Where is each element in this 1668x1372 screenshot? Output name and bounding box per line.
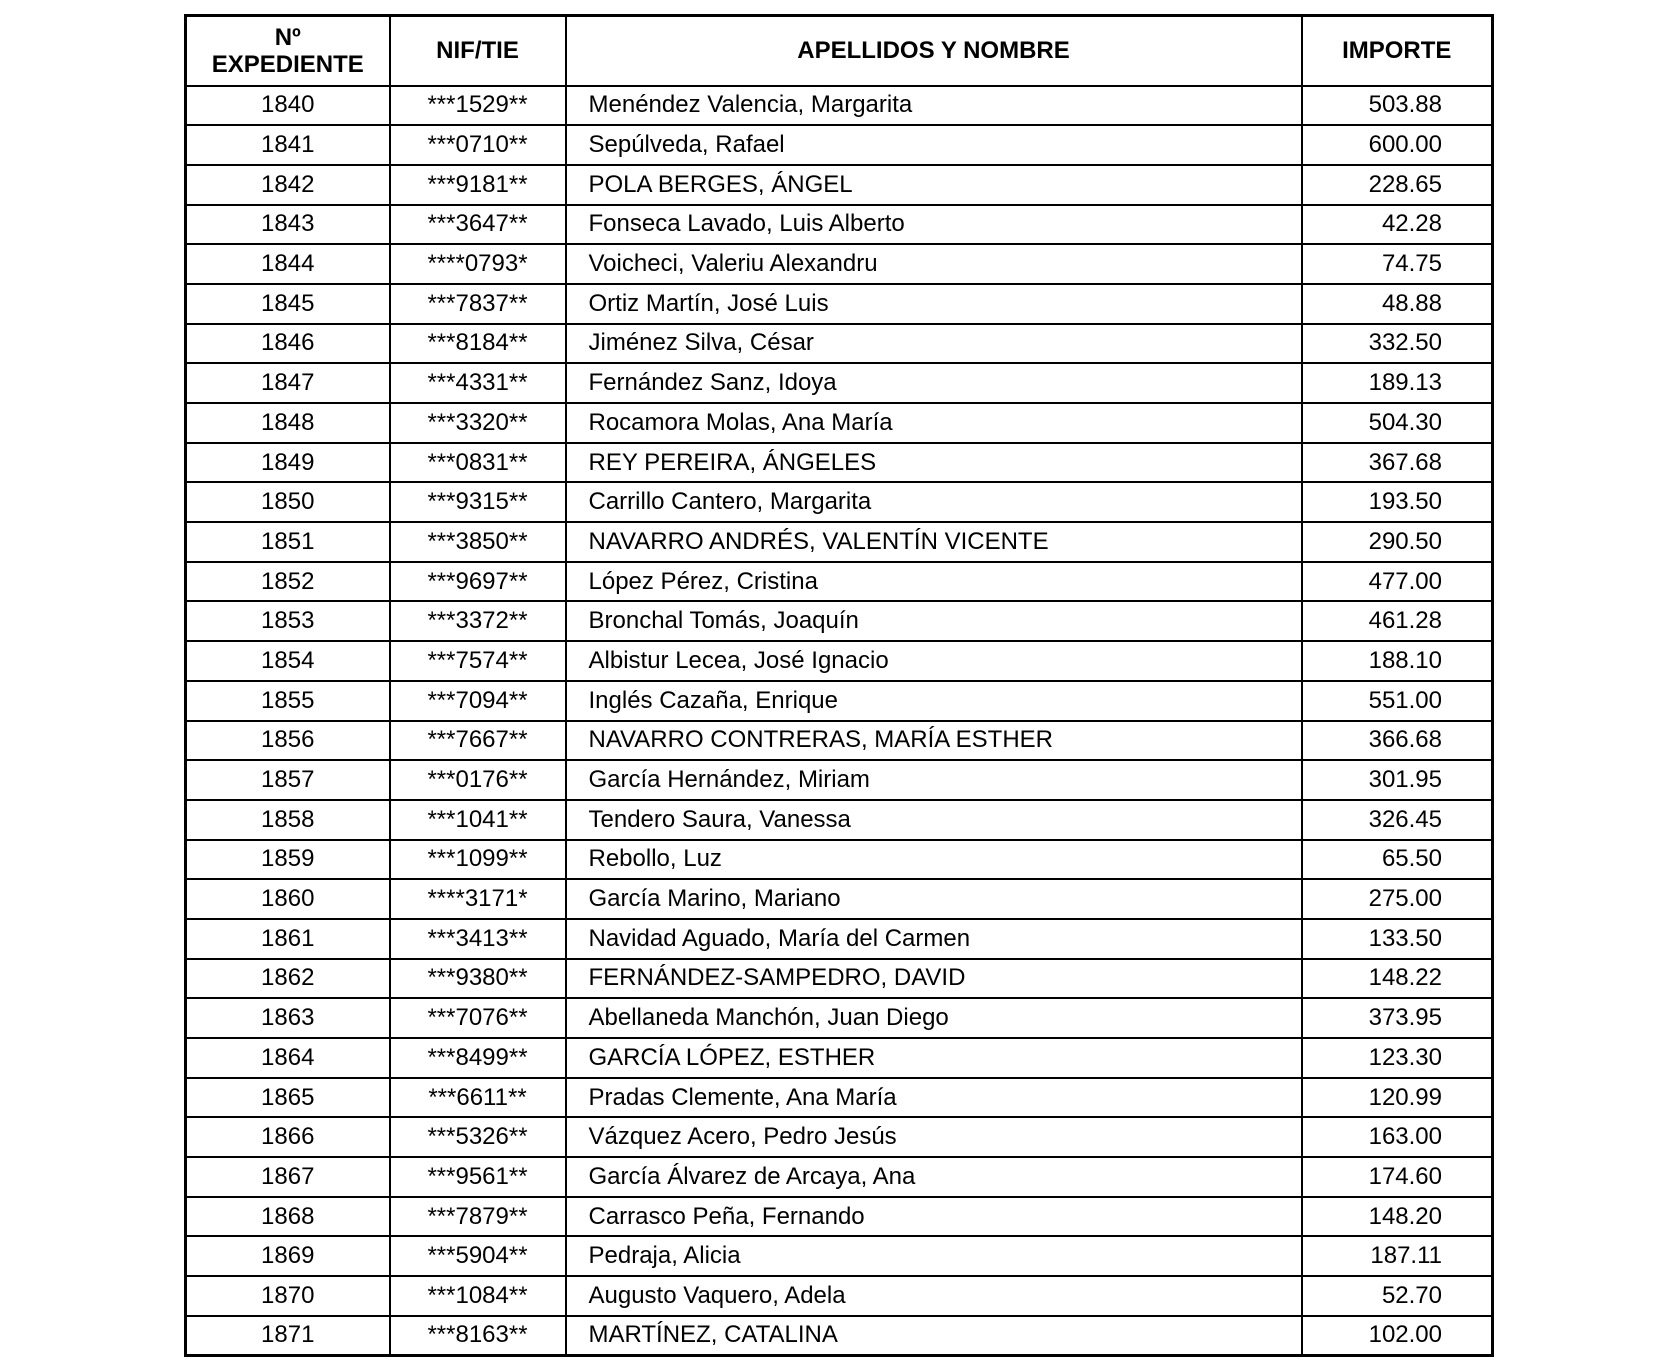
table-row [186, 244, 1493, 284]
table-row [186, 403, 1493, 443]
nif-cell: ***3320** [390, 403, 566, 443]
importe-cell: 102.00 [1302, 1316, 1493, 1356]
expediente-cell: 1865 [186, 1078, 390, 1118]
nombre-cell: MARTÍNEZ, CATALINA [566, 1316, 1302, 1356]
importe-cell: 42.28 [1302, 205, 1493, 245]
nombre-cell: NAVARRO ANDRÉS, VALENTÍN VICENTE [566, 522, 1302, 562]
nombre-cell: García Álvarez de Arcaya, Ana [566, 1157, 1302, 1197]
nombre-cell: Jiménez Silva, César [566, 324, 1302, 364]
expediente-cell: 1844 [186, 244, 390, 284]
nif-cell: ***7879** [390, 1197, 566, 1237]
importe-cell: 366.68 [1302, 721, 1493, 761]
expediente-cell: 1850 [186, 482, 390, 522]
expediente-cell: 1870 [186, 1276, 390, 1316]
nombre-cell: García Marino, Mariano [566, 879, 1302, 919]
nif-cell: ***7574** [390, 641, 566, 681]
expediente-cell: 1840 [186, 86, 390, 126]
table-header [186, 16, 1493, 86]
importe-cell: 504.30 [1302, 403, 1493, 443]
nombre-cell: Ortiz Martín, José Luis [566, 284, 1302, 324]
table-row [186, 879, 1493, 919]
nif-cell: ***7667** [390, 721, 566, 761]
nombre-cell: Voicheci, Valeriu Alexandru [566, 244, 1302, 284]
nombre-cell: FERNÁNDEZ-SAMPEDRO, DAVID [566, 959, 1302, 999]
importe-cell: 373.95 [1302, 998, 1493, 1038]
importe-cell: 148.22 [1302, 959, 1493, 999]
importe-cell: 174.60 [1302, 1157, 1493, 1197]
importe-cell: 148.20 [1302, 1197, 1493, 1237]
table-row [186, 800, 1493, 840]
nif-cell: ***0831** [390, 443, 566, 483]
nif-cell: ***5904** [390, 1236, 566, 1276]
nif-cell: ***3850** [390, 522, 566, 562]
table-row [186, 522, 1493, 562]
nif-cell: ***3647** [390, 205, 566, 245]
nombre-cell: Fonseca Lavado, Luis Alberto [566, 205, 1302, 245]
nombre-cell: POLA BERGES, ÁNGEL [566, 165, 1302, 205]
nif-cell: ***7094** [390, 681, 566, 721]
table-row [186, 205, 1493, 245]
expediente-cell: 1849 [186, 443, 390, 483]
table-row [186, 1236, 1493, 1276]
expediente-cell: 1852 [186, 562, 390, 602]
expediente-cell: 1862 [186, 959, 390, 999]
nif-cell: ***8499** [390, 1038, 566, 1078]
table-row [186, 562, 1493, 602]
importe-cell: 74.75 [1302, 244, 1493, 284]
importe-cell: 52.70 [1302, 1276, 1493, 1316]
importe-cell: 477.00 [1302, 562, 1493, 602]
expediente-cell: 1858 [186, 800, 390, 840]
nombre-cell: Rocamora Molas, Ana María [566, 403, 1302, 443]
expediente-cell: 1841 [186, 125, 390, 165]
expediente-cell: 1854 [186, 641, 390, 681]
nif-cell: ***3413** [390, 919, 566, 959]
expediente-cell: 1843 [186, 205, 390, 245]
table-row [186, 86, 1493, 126]
table-row [186, 1038, 1493, 1078]
header-nif: NIF/TIE [390, 16, 566, 86]
nombre-cell: Fernández Sanz, Idoya [566, 363, 1302, 403]
importe-cell: 188.10 [1302, 641, 1493, 681]
header-importe: IMPORTE [1302, 16, 1493, 86]
expediente-cell: 1851 [186, 522, 390, 562]
expediente-cell: 1845 [186, 284, 390, 324]
nif-cell: ***9697** [390, 562, 566, 602]
expediente-cell: 1864 [186, 1038, 390, 1078]
expediente-cell: 1867 [186, 1157, 390, 1197]
expediente-cell: 1842 [186, 165, 390, 205]
importe-cell: 301.95 [1302, 760, 1493, 800]
nif-cell: ***8163** [390, 1316, 566, 1356]
importe-cell: 503.88 [1302, 86, 1493, 126]
expediente-cell: 1847 [186, 363, 390, 403]
header-expediente-line1: Nº [274, 23, 301, 51]
nif-cell: ***5326** [390, 1117, 566, 1157]
table-row [186, 601, 1493, 641]
nombre-cell: López Pérez, Cristina [566, 562, 1302, 602]
table-row [186, 1078, 1493, 1118]
table-row [186, 1276, 1493, 1316]
nif-cell: ***1099** [390, 840, 566, 880]
table-row [186, 324, 1493, 364]
importe-cell: 123.30 [1302, 1038, 1493, 1078]
table-row [186, 959, 1493, 999]
header-expediente [186, 16, 390, 86]
nombre-cell: Vázquez Acero, Pedro Jesús [566, 1117, 1302, 1157]
table-row [186, 760, 1493, 800]
importe-cell: 326.45 [1302, 800, 1493, 840]
nif-cell: ***4331** [390, 363, 566, 403]
expediente-cell: 1863 [186, 998, 390, 1038]
expediente-cell: 1868 [186, 1197, 390, 1237]
nif-cell: ***9181** [390, 165, 566, 205]
table-row [186, 1157, 1493, 1197]
nif-cell: ***8184** [390, 324, 566, 364]
importe-cell: 120.99 [1302, 1078, 1493, 1118]
table-row [186, 1316, 1493, 1356]
expediente-cell: 1871 [186, 1316, 390, 1356]
table-row [186, 443, 1493, 483]
table-row [186, 919, 1493, 959]
importe-cell: 367.68 [1302, 443, 1493, 483]
nombre-cell: Tendero Saura, Vanessa [566, 800, 1302, 840]
importe-cell: 187.11 [1302, 1236, 1493, 1276]
table-row [186, 681, 1493, 721]
nif-cell: ***1529** [390, 86, 566, 126]
nif-cell: ***9315** [390, 482, 566, 522]
nif-cell: ***7076** [390, 998, 566, 1038]
expediente-cell: 1860 [186, 879, 390, 919]
nif-cell: ***7837** [390, 284, 566, 324]
importe-cell: 228.65 [1302, 165, 1493, 205]
nombre-cell: GARCÍA LÓPEZ, ESTHER [566, 1038, 1302, 1078]
nif-cell: ***0710** [390, 125, 566, 165]
nombre-cell: Menéndez Valencia, Margarita [566, 86, 1302, 126]
nombre-cell: Rebollo, Luz [566, 840, 1302, 880]
nombre-cell: Navidad Aguado, María del Carmen [566, 919, 1302, 959]
importe-cell: 193.50 [1302, 482, 1493, 522]
table-body [186, 86, 1493, 1356]
expediente-cell: 1861 [186, 919, 390, 959]
nif-cell: ***3372** [390, 601, 566, 641]
nombre-cell: NAVARRO CONTRERAS, MARÍA ESTHER [566, 721, 1302, 761]
expediente-cell: 1866 [186, 1117, 390, 1157]
importe-cell: 461.28 [1302, 601, 1493, 641]
importe-cell: 65.50 [1302, 840, 1493, 880]
nombre-cell: García Hernández, Miriam [566, 760, 1302, 800]
header-expediente-line2: EXPEDIENTE [211, 50, 364, 78]
nif-cell: ***1041** [390, 800, 566, 840]
expediente-cell: 1857 [186, 760, 390, 800]
nombre-cell: Carrasco Peña, Fernando [566, 1197, 1302, 1237]
expediente-cell: 1846 [186, 324, 390, 364]
table-row [186, 165, 1493, 205]
nombre-cell: Inglés Cazaña, Enrique [566, 681, 1302, 721]
nombre-cell: Albistur Lecea, José Ignacio [566, 641, 1302, 681]
importe-cell: 48.88 [1302, 284, 1493, 324]
importe-cell: 290.50 [1302, 522, 1493, 562]
expediente-cell: 1869 [186, 1236, 390, 1276]
nombre-cell: Bronchal Tomás, Joaquín [566, 601, 1302, 641]
table-row [186, 363, 1493, 403]
table-row [186, 641, 1493, 681]
nif-cell: ***9380** [390, 959, 566, 999]
importe-cell: 163.00 [1302, 1117, 1493, 1157]
importe-cell: 551.00 [1302, 681, 1493, 721]
expediente-cell: 1856 [186, 721, 390, 761]
table-row [186, 125, 1493, 165]
nif-cell: ***6611** [390, 1078, 566, 1118]
header-nombre: APELLIDOS Y NOMBRE [566, 16, 1302, 86]
nombre-cell: Pedraja, Alicia [566, 1236, 1302, 1276]
expediente-cell: 1848 [186, 403, 390, 443]
expediente-cell: 1855 [186, 681, 390, 721]
nombre-cell: Augusto Vaquero, Adela [566, 1276, 1302, 1316]
nombre-cell: Sepúlveda, Rafael [566, 125, 1302, 165]
nif-cell: ***1084** [390, 1276, 566, 1316]
nombre-cell: Abellaneda Manchón, Juan Diego [566, 998, 1302, 1038]
importe-cell: 133.50 [1302, 919, 1493, 959]
importe-cell: 332.50 [1302, 324, 1493, 364]
table-row [186, 482, 1493, 522]
table-row [186, 1197, 1493, 1237]
expediente-cell: 1859 [186, 840, 390, 880]
table-row [186, 721, 1493, 761]
nif-cell: ****3171* [390, 879, 566, 919]
importe-cell: 600.00 [1302, 125, 1493, 165]
table-row [186, 1117, 1493, 1157]
beneficiaries-table [184, 14, 1494, 1357]
table-row [186, 284, 1493, 324]
table-row [186, 998, 1493, 1038]
nif-cell: ****0793* [390, 244, 566, 284]
nombre-cell: REY PEREIRA, ÁNGELES [566, 443, 1302, 483]
importe-cell: 189.13 [1302, 363, 1493, 403]
nif-cell: ***0176** [390, 760, 566, 800]
expediente-cell: 1853 [186, 601, 390, 641]
nombre-cell: Carrillo Cantero, Margarita [566, 482, 1302, 522]
header-row [186, 16, 1493, 86]
importe-cell: 275.00 [1302, 879, 1493, 919]
nombre-cell: Pradas Clemente, Ana María [566, 1078, 1302, 1118]
table-row [186, 840, 1493, 880]
nif-cell: ***9561** [390, 1157, 566, 1197]
